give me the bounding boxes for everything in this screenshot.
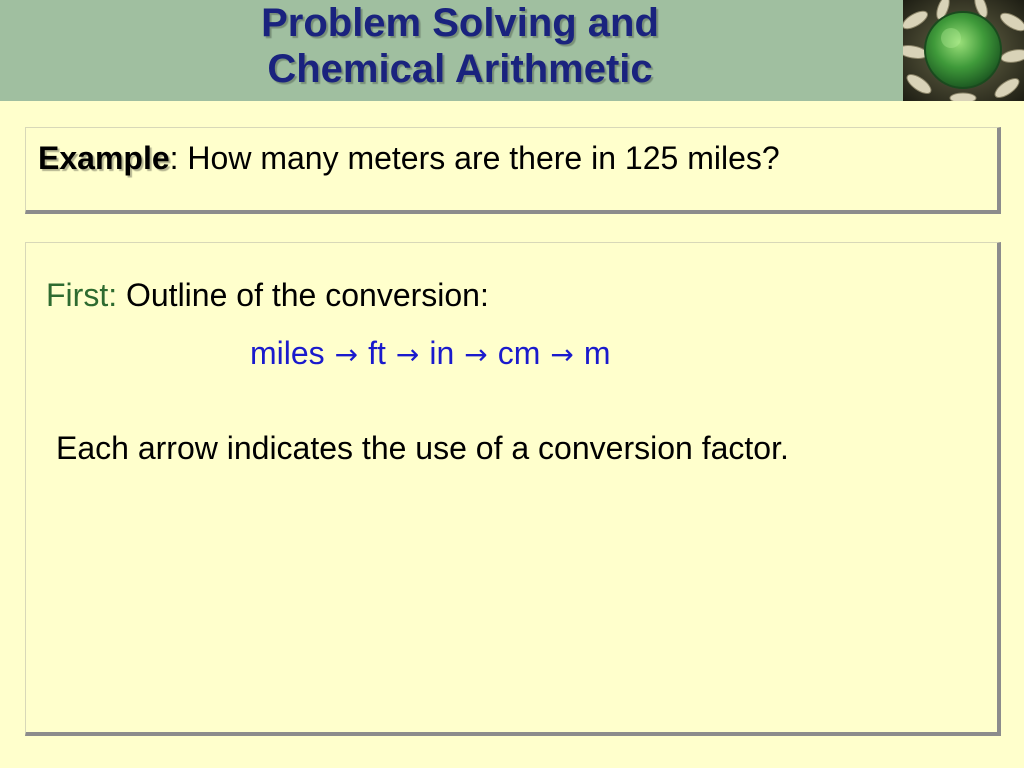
conversion-note: Each arrow indicates the use of a conversion factor.: [56, 430, 789, 466]
example-question: : How many meters are there in 125 miles?: [169, 140, 780, 176]
example-box: [25, 127, 1001, 214]
title-line-1: Problem Solving and: [261, 1, 659, 45]
arrow-icon: →: [550, 338, 574, 371]
cell-photo-icon: [903, 0, 1024, 101]
chain-unit-in: in: [429, 335, 455, 371]
arrow-icon: →: [464, 338, 488, 371]
title-line-2: Chemical Arithmetic: [267, 47, 653, 91]
first-label: First:: [46, 277, 118, 313]
slide-title: [150, 0, 770, 92]
arrow-icon: →: [395, 338, 420, 371]
content-box: [25, 242, 1001, 736]
header-bar: [0, 0, 1024, 101]
chain-unit-m: m: [583, 335, 611, 371]
conversion-chain: [250, 335, 611, 372]
chain-unit-miles: miles: [250, 335, 325, 371]
example-line: [38, 140, 780, 177]
chain-unit-ft: ft: [368, 335, 386, 371]
chain-unit-cm: cm: [497, 335, 541, 371]
example-label: Example: [38, 140, 170, 176]
arrow-icon: →: [334, 338, 359, 371]
first-text: Outline of the conversion:: [117, 277, 489, 313]
first-line: [46, 277, 489, 314]
